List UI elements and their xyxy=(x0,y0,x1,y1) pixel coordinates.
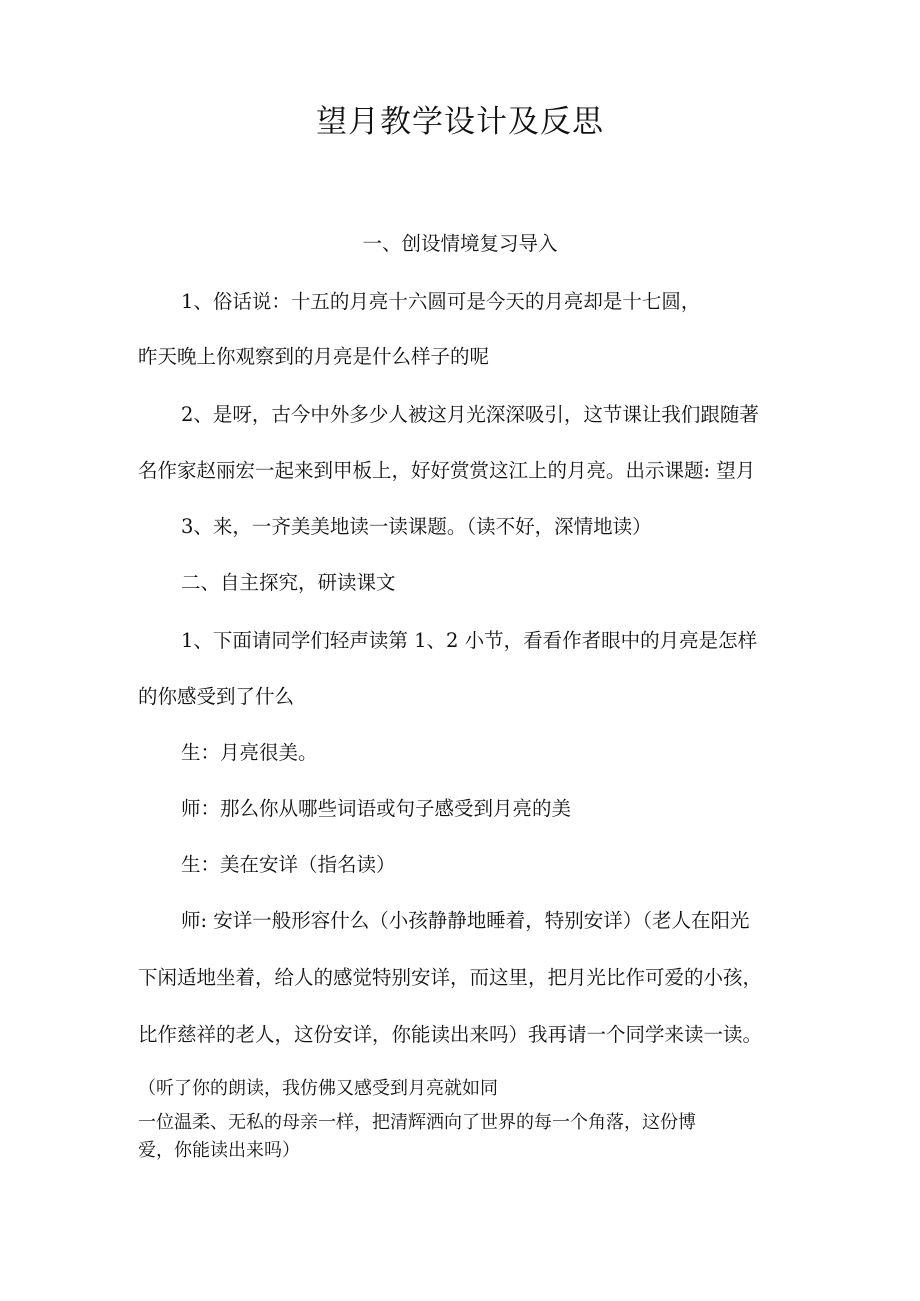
paragraph-line: 一位温柔、无私的母亲一样，把清辉洒向了世界的每一个角落，这份博 xyxy=(138,1112,696,1133)
paragraph-line: 名作家赵丽宏一起来到甲板上，好好赏赏这江上的月亮。出示课题: 望月 xyxy=(138,459,756,482)
paragraph-line: 的你感受到了什么 xyxy=(138,685,295,708)
paragraph-line: 师：那么你从哪些词语或句子感受到月亮的美 xyxy=(181,797,572,820)
paragraph-line: 爱，你能读出来吗） xyxy=(138,1140,300,1161)
section-heading-1: 一、创设情境复习导入 xyxy=(362,232,558,255)
paragraph-line: 1、俗话说：十五的月亮十六圆可是今天的月亮却是十七圆， xyxy=(181,290,701,313)
paragraph-line: 2、是呀，古今中外多少人被这月光深深吸引，这节课让我们跟随著 xyxy=(181,403,759,426)
section-heading-2: 二、自主探究，研读课文 xyxy=(181,571,396,594)
paragraph-line: 生：月亮很美。 xyxy=(181,741,318,764)
paragraph-line: 师: 安详一般形容什么（小孩静静地睡着，特别安详）（老人在阳光 xyxy=(181,909,750,932)
paragraph-line: 1、下面请同学们轻声读第 1、2 小节，看看作者眼中的月亮是怎样 xyxy=(181,629,758,652)
paragraph-line: 生：美在安详（指名读） xyxy=(181,853,396,876)
paragraph-line: 比作慈祥的老人，这份安详，你能读出来吗）我再请一个同学来读一读。 xyxy=(138,1023,763,1046)
paragraph-line: 下闲适地坐着，给人的感觉特别安详，而这里，把月光比作可爱的小孩， xyxy=(138,966,763,989)
paragraph-line: 3、来，一齐美美地读一读课题。（读不好，深情地读） xyxy=(181,515,652,538)
paragraph-line: 昨天晚上你观察到的月亮是什么样子的呢 xyxy=(138,345,490,368)
paragraph-line: （听了你的朗读，我仿佛又感受到月亮就如同 xyxy=(138,1078,498,1099)
document-title: 望月教学设计及反思 xyxy=(316,104,604,140)
